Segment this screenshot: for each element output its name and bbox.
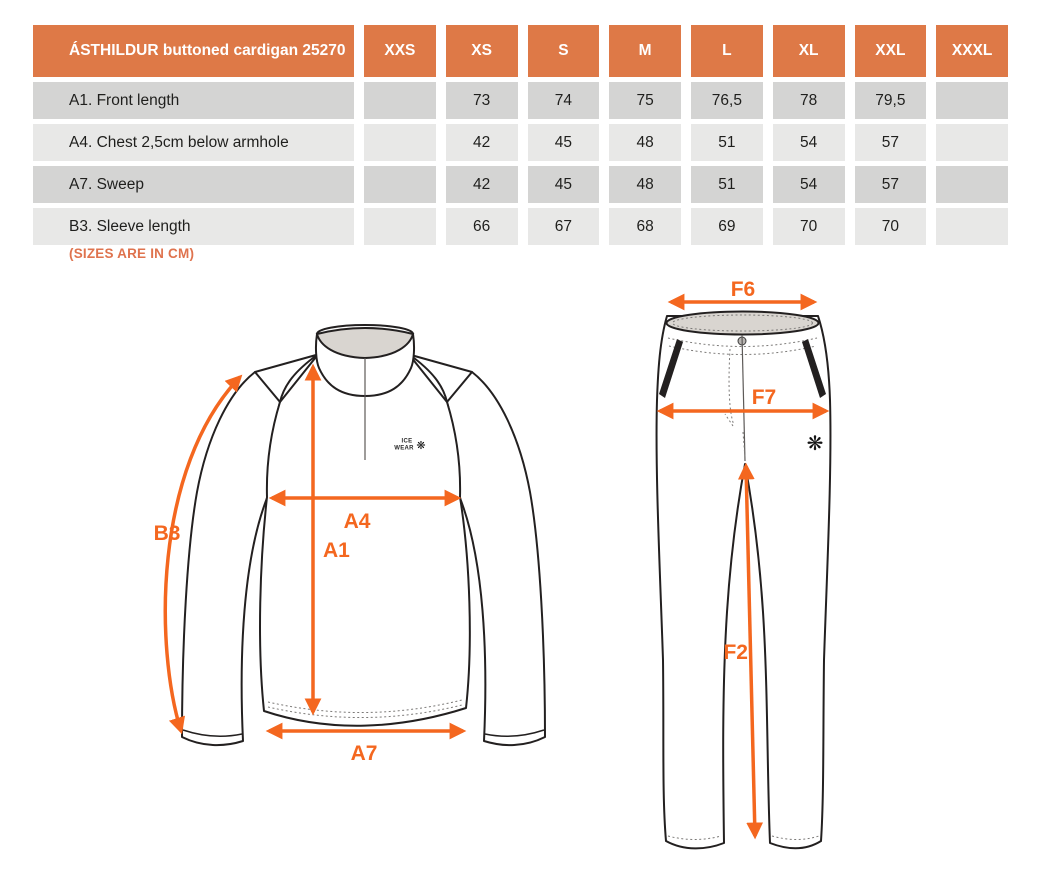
row-label: B3. Sleeve length (33, 208, 354, 245)
cell-value (364, 208, 436, 245)
table-title: ÁSTHILDUR buttoned cardigan 25270 (33, 25, 354, 77)
cardigan-diagram (154, 325, 545, 765)
row-label: A1. Front length (33, 82, 354, 119)
a7-label: A7 (350, 742, 378, 765)
f2-label: F2 (723, 641, 748, 664)
cell-value: 70 (773, 208, 845, 245)
cell-value: 57 (855, 166, 927, 203)
pants-snowflake-icon: ❋ (806, 433, 824, 455)
cell-value: 69 (691, 208, 763, 245)
cell-value: 78 (773, 82, 845, 119)
cell-value: 73 (446, 82, 518, 119)
a4-label: A4 (343, 510, 371, 533)
cell-value: 42 (446, 124, 518, 161)
cell-value: 48 (609, 166, 681, 203)
cell-value: 45 (528, 166, 600, 203)
cell-value: 68 (609, 208, 681, 245)
sweater-snowflake-icon: ❋ (416, 440, 426, 452)
size-col-header-s: S (528, 25, 600, 77)
cell-value: 76,5 (691, 82, 763, 119)
brand-logo-line1: ICE (401, 438, 413, 445)
size-col-header-xl: XL (773, 25, 845, 77)
a1-label: A1 (323, 539, 350, 562)
brand-logo-line2: WEAR (394, 445, 414, 452)
cell-value: 57 (855, 124, 927, 161)
cell-value (936, 82, 1008, 119)
size-col-header-xxs: XXS (364, 25, 436, 77)
cell-value (364, 124, 436, 161)
cell-value: 70 (855, 208, 927, 245)
cell-value (364, 166, 436, 203)
cell-value: 45 (528, 124, 600, 161)
row-label: A4. Chest 2,5cm below armhole (33, 124, 354, 161)
cell-value: 75 (609, 82, 681, 119)
sizes-note: (SIZES ARE IN CM) (69, 246, 195, 261)
f6-label: F6 (730, 280, 756, 301)
cell-value: 48 (609, 124, 681, 161)
cell-value (936, 166, 1008, 203)
cell-value: 67 (528, 208, 600, 245)
size-col-header-m: M (609, 25, 681, 77)
f7-label: F7 (751, 386, 777, 409)
measurement-diagrams (0, 280, 1041, 896)
cell-value: 74 (528, 82, 600, 119)
cell-value: 51 (691, 166, 763, 203)
cell-value: 54 (773, 166, 845, 203)
row-label: A7. Sweep (33, 166, 354, 203)
size-table (33, 25, 1008, 245)
cell-value: 42 (446, 166, 518, 203)
cell-value (936, 124, 1008, 161)
size-col-header-xs: XS (446, 25, 518, 77)
pants-diagram (657, 280, 831, 848)
waistband (667, 312, 819, 335)
size-col-header-l: L (691, 25, 763, 77)
cell-value: 51 (691, 124, 763, 161)
cell-value (364, 82, 436, 119)
cell-value: 66 (446, 208, 518, 245)
cell-value: 54 (773, 124, 845, 161)
b3-label: B3 (153, 522, 181, 545)
size-col-header-xxxl: XXXL (936, 25, 1008, 77)
size-col-header-xxl: XXL (855, 25, 927, 77)
cell-value: 79,5 (855, 82, 927, 119)
cell-value (936, 208, 1008, 245)
